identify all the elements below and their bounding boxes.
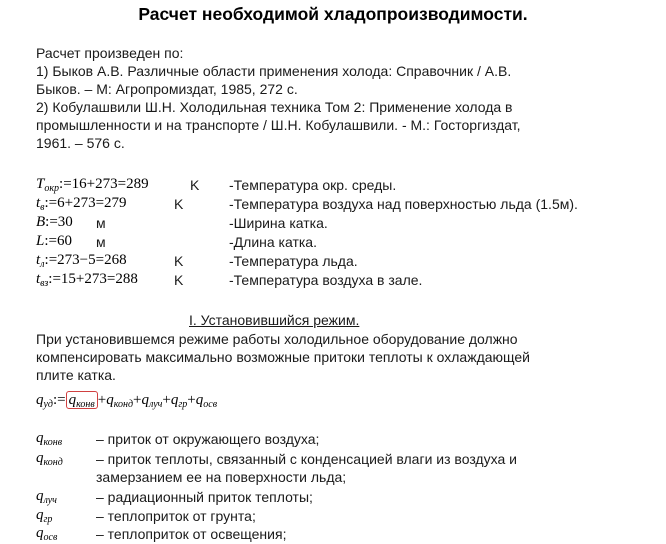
param-t-air-ice-unit: K — [174, 196, 184, 212]
param-width-desc: -Ширина катка. — [229, 215, 328, 231]
param-t-ice-unit: K — [174, 253, 184, 269]
param-width: B:=30 — [36, 214, 73, 230]
def-text-conv: – приток от окружающего воздуха; — [96, 431, 320, 447]
def-symbol-cond: $q_{конд}$ — [36, 450, 63, 468]
section-heading: I. Установившийся режим. — [189, 312, 360, 328]
param-t-ice: $t_л:=273-5=268$ — [36, 252, 127, 270]
ref-line-2: Быков. – М: Агропромиздат, 1985, 272 с. — [36, 81, 298, 97]
refs-intro: Расчет произведен по: — [36, 45, 184, 61]
def-symbol-rad: $q_{луч}$ — [36, 488, 57, 506]
document-title: Расчет необходимой хладопроизводимости. — [138, 4, 528, 24]
def-symbol-conv: $q_{конв}$ — [36, 430, 63, 448]
param-width-unit: м — [96, 215, 106, 231]
def-text-cond-2: замерзанием ее на поверхности льда; — [96, 469, 347, 485]
def-text-ground: – теплоприток от грунта; — [96, 508, 256, 524]
param-length-desc: -Длина катка. — [229, 234, 317, 250]
heat-balance-equation: $q_{уд}:= q_{конв} +q_{конд}+q_{луч}+q_{гр}+q_{осв}$ — [36, 392, 218, 410]
param-t-env: $T_{окр}:=16+273=289$ — [36, 176, 149, 194]
section-para-line-2: компенсировать максимально возможные притоки теплоты к охлаждающей — [36, 349, 530, 365]
param-t-air-ice: $t_в:=6+273=279$ — [36, 195, 127, 213]
def-symbol-light: $q_{осв}$ — [36, 525, 58, 543]
def-text-rad: – радиационный приток теплоты; — [96, 489, 313, 505]
param-t-hall-unit: K — [174, 272, 184, 288]
param-length: L:=60 — [36, 233, 72, 249]
param-t-hall-desc: -Температура воздуха в зале. — [229, 272, 423, 288]
section-para-line-3: плите катка. — [36, 367, 116, 383]
section-para-line-1: При установившемся режиме работы холодильное оборудование должно — [36, 331, 518, 347]
def-text-light: – теплоприток от освещения; — [96, 526, 287, 542]
param-t-env-unit: K — [190, 177, 200, 193]
ref-line-5: 1961. – 576 с. — [36, 135, 125, 151]
def-text-cond-1: – приток теплоты, связанный с конденсацией влаги из воздуха и — [96, 451, 517, 467]
ref-line-1: 1) Быков А.В. Различные области применения холода: Справочник / А.В. — [36, 63, 512, 79]
selected-term-box: $q_{конв}$ — [66, 391, 98, 409]
ref-line-4: промышленности и на транспорте / Ш.Н. Кобулашвили. - М.: Госторгиздат, — [36, 117, 521, 133]
param-t-ice-desc: -Температура льда. — [229, 253, 358, 269]
param-t-env-desc: -Температура окр. среды. — [229, 177, 397, 193]
param-t-air-ice-desc: -Температура воздуха над поверхностью льда (1.5м). — [229, 196, 578, 212]
ref-line-3: 2) Кобулашвили Ш.Н. Холодильная техника Том 2: Применение холода в — [36, 99, 513, 115]
param-length-unit: м — [96, 234, 106, 250]
def-symbol-ground: $q_{гр}$ — [36, 507, 53, 525]
param-t-hall: $t_{вз}:=15+273=288$ — [36, 271, 138, 289]
